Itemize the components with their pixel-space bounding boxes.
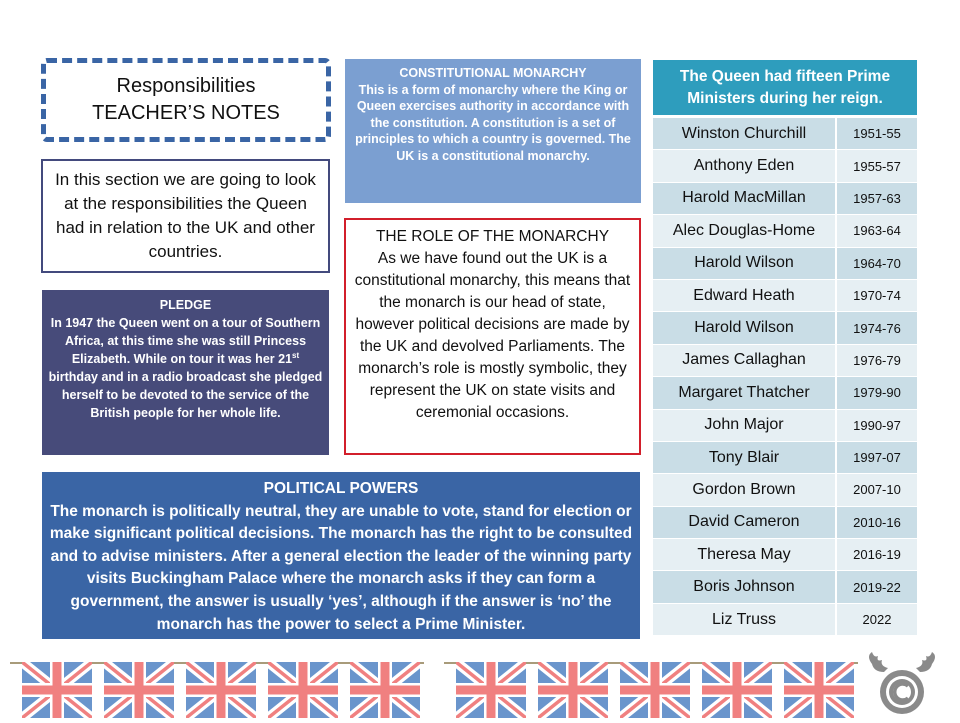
pm-years-cell: 1955-57 [853,158,901,174]
table-row [653,150,917,182]
union-jack-flag-icon [104,662,174,718]
pledge-box [42,290,329,455]
union-jack-flag-icon [268,662,338,718]
moose-copyright-icon [862,650,942,716]
pm-years-cell: 1979-90 [853,385,901,401]
pm-years-cell: 2019-22 [853,579,901,595]
pm-years-cell: 1990-97 [853,417,901,433]
pledge-heading: PLEDGE [159,298,212,312]
union-jack-flag-icon [186,662,256,718]
pm-years-cell: 1997-07 [853,450,901,466]
table-row [653,442,917,474]
table-row [653,410,917,442]
table-row [653,312,917,344]
role-of-monarchy-box [344,218,641,455]
union-jack-bunting [0,648,960,718]
pm-years-cell: 1963-64 [853,223,901,239]
pm-name-cell: Winston Churchill [653,118,837,149]
table-header: The Queen had fifteen Prime Ministers during her reign. [653,60,917,118]
pm-name-cell: Margaret Thatcher [653,377,837,408]
pm-years-cell: 1970-74 [853,288,901,304]
table-row [653,345,917,377]
pm-name-cell: Boris Johnson [653,571,837,602]
pm-years-cell: 1964-70 [853,255,901,271]
table-row [653,280,917,312]
pm-name-cell: Liz Truss [653,604,837,635]
union-jack-flag-icon [22,662,92,718]
table-row [653,377,917,409]
union-jack-flag-icon [620,662,690,718]
pm-name-cell: David Cameron [653,507,837,538]
constitutional-monarchy-box [345,59,641,203]
prime-ministers-table [653,60,917,636]
union-jack-flag-icon [702,662,772,718]
table-row [653,118,917,150]
pm-years-cell: 2016-19 [853,547,901,563]
pm-years-cell: 2010-16 [853,514,901,530]
role-body: As we have found out the UK is a constitutional monarchy, this means that the monarch is our head of state, however political decisions are made by the UK and devolved Parliaments. The monarch’s role is mostly symbolic, they represent the UK on state visits and ceremonial occasions. [354,250,631,421]
intro-text: In this section we are going to look at the responsibilities the Queen had in relation to the UK and other countries. [55,170,316,261]
powers-body: The monarch is politically neutral, they are unable to vote, stand for election or make significant political decisions. The monarch has the right to be consulted and to advise ministers. After a general election the leader of the winning party visits Buckingham Palace where the monarch asks if they can form a government, the answer is usually ‘yes’, although if the answer is ‘no’ the monarch has the power to select a Prime Minister. [49,502,633,633]
pm-name-cell: John Major [653,410,837,441]
pm-name-cell: Gordon Brown [653,474,837,505]
pm-years-cell: 2022 [862,612,892,628]
pm-name-cell: Harold MacMillan [653,183,837,214]
table-row [653,474,917,506]
pm-years-cell: 1976-79 [853,352,901,368]
political-powers-box [42,472,640,639]
role-heading: THE ROLE OF THE MONARCHY [375,228,610,245]
pm-name-cell: Anthony Eden [653,150,837,181]
table-row [653,604,917,636]
pledge-body: In 1947 the Queen went on a tour of Southern Africa, at this time she was still Princess Elizabeth. While on tour it was her 21st birthday and in a radio broadcast she pledged herself to be devoted to the service of the British people for her whole life. [48,316,323,420]
powers-heading: POLITICAL POWERS [263,480,419,497]
pm-name-cell: Tony Blair [653,442,837,473]
union-jack-flag-icon [538,662,608,718]
table-row [653,215,917,247]
pm-years-cell: 1957-63 [853,190,901,206]
union-jack-flag-icon [784,662,854,718]
table-row [653,571,917,603]
pm-name-cell: Edward Heath [653,280,837,311]
table-row [653,248,917,280]
constitutional-monarchy-heading: CONSTITUTIONAL MONARCHY [399,66,587,80]
pm-years-cell: 1951-55 [853,126,901,142]
pm-years-cell: 2007-10 [853,482,901,498]
pm-name-cell: Alec Douglas-Home [653,215,837,246]
union-jack-flag-icon [350,662,420,718]
table-row [653,183,917,215]
table-body [653,118,917,636]
pm-name-cell: Theresa May [653,539,837,570]
pm-name-cell: Harold Wilson [653,248,837,279]
title-line2: TEACHER’S NOTES [92,102,280,124]
title-box [41,58,331,142]
table-row [653,507,917,539]
intro-box [41,159,330,273]
union-jack-flag-icon [456,662,526,718]
pm-name-cell: Harold Wilson [653,312,837,343]
title-line1: Responsibilities [116,75,256,97]
pm-name-cell: James Callaghan [653,345,837,376]
pm-years-cell: 1974-76 [853,320,901,336]
table-row [653,539,917,571]
constitutional-monarchy-body: This is a form of monarchy where the King or Queen exercises authority in accordance with the constitution. A constitution is a set of principles to which a country is governed. The UK is a constitutional monarchy. [355,82,631,163]
